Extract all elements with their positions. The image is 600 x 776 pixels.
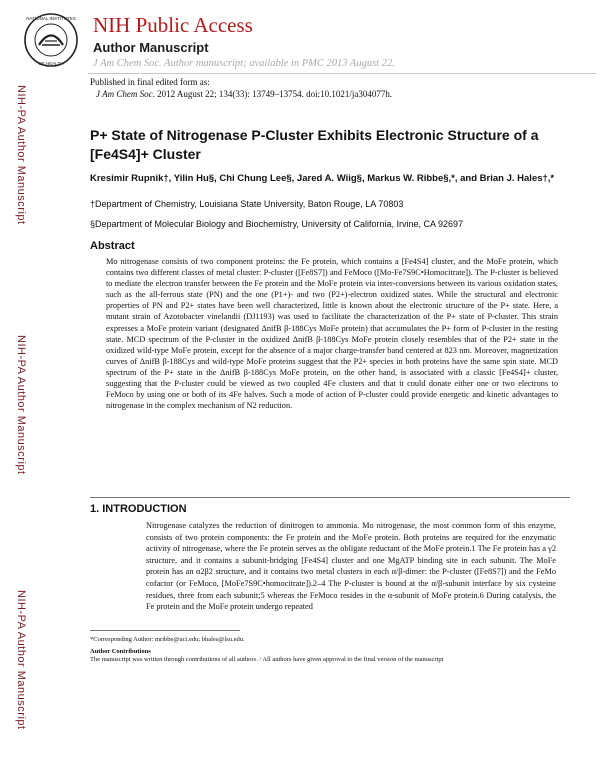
affiliation-uci: §Department of Molecular Biology and Biochemistry, University of California, Irvine, CA 92697 [90, 219, 464, 229]
svg-text:NATIONAL INSTITUTES: NATIONAL INSTITUTES [26, 16, 76, 21]
introduction-heading: 1. INTRODUCTION [90, 503, 187, 515]
publication-info [90, 76, 392, 100]
side-band-top [12, 80, 30, 230]
author-contributions-heading: Author Contributions [90, 648, 151, 655]
introduction-body: Nitrogenase catalyzes the reduction of dinitrogen to ammonia. Mo nitrogenase, the most common form of this enzyme, consists of two protein components: the Fe protein and the MoFe protein. Both proteins are required for the enzymatic activity of nitrogenase, where the Fe protein serves as the obligate reductant of the MoFe protein.1 The Fe protein has a γ2 structure, and it contains a subunit-bridging [Fe4S4] cluster and one MgATP binding site in each subunit. The MoFe protein has an α2β2 structure, and it contains two metal clusters in each α/β-dimer: the P-cluster ([Fe8S7]) and the FeMo cofactor (or FeMoco, [MoFe7S9C•homocitrate]).2–4 The P-cluster is bound at the α/β-subunit interface by six cysteine residues, three from each subunit;5 whereas the FeMoco resides in the α-subunit of MoFe protein.6 During catalysis, the Fe protein and the MoFe protein undergo repeated [146, 521, 556, 612]
citation-details: . 2012 August 22; 134(33): 13749–13754. doi:10.1021/ja304077h. [152, 89, 393, 99]
svg-text:OF HEALTH: OF HEALTH [38, 61, 64, 66]
footnote-divider [90, 630, 240, 631]
header-divider [88, 73, 596, 74]
corresponding-author-footnote: *Corresponding Author: mribbe@uci.edu; bhales@lsu.edu. [90, 636, 245, 643]
citation-line [90, 88, 392, 100]
published-line: Published in final edited form as: [90, 77, 210, 87]
availability-note: J Am Chem Soc. Author manuscript; available in PMC 2013 August 22. [93, 58, 395, 69]
author-manuscript-label: Author Manuscript [93, 40, 209, 55]
abstract-heading: Abstract [90, 240, 135, 252]
author-contributions-text: The manuscript was written through contributions of all authors. / All authors have given approval to the final version of the manuscript [90, 656, 444, 663]
affiliation-lsu: †Department of Chemistry, Louisiana State University, Baton Rouge, LA 70803 [90, 199, 404, 209]
side-band-label: NIH-PA Author Manuscript [15, 590, 27, 730]
side-band-label: NIH-PA Author Manuscript [15, 335, 27, 475]
side-band-middle [12, 330, 30, 480]
nih-seal-logo [23, 12, 79, 68]
side-band-bottom [12, 585, 30, 735]
author-list: Kresimir Rupnik†, Yilin Hu§, Chi Chung Lee§, Jared A. Wiig§, Markus W. Ribbe§,*, and Brian J. Hales†,* [90, 173, 555, 184]
side-band-label: NIH-PA Author Manuscript [15, 85, 27, 225]
page-header [0, 0, 600, 74]
section-divider [90, 497, 570, 498]
nih-public-access-title: NIH Public Access [93, 13, 253, 37]
article-title: P+ State of Nitrogenase P-Cluster Exhibits Electronic Structure of a [Fe4S4]+ Cluster [90, 127, 539, 162]
abstract-body: Mo nitrogenase consists of two component proteins: the Fe protein, which contains a [Fe4S4] cluster, and the MoFe protein, which contains two different classes of metal cluster: P-cluster ([Fe8S7]) and FeMoco ([Mo-Fe7S9C•Homocitrate]). The P-cluster is believed to mediate the electron transfer between the Fe protein and the MoFe protein via inter-conversions between its various oxidation states, such as the all-ferrous state (PN) and the one (P1+)- and two (P2+)-electron oxidized states. While the structural and electronic properties of PN and P2+ states have been well characterized, little is known about the electronic structure of the P+ state. Here, a mutant strain of Azotobacter vinelandii (DJ1193) was used to facilitate the characterization of the P+ state of P-cluster. This strain expresses a MoFe protein variant (designated ΔnifB β-188Cys MoFe protein) that accumulates the P+ form of P-cluster in the resting state. MCD spectrum of the P-cluster in the oxidized ΔnifB β-188Cys MoFe protein closely resembles that of the P2+ state in the oxidized wild-type MoFe protein, except for the absence of a major charge-transfer band centered at 823 nm. Moreover, magnetization curves of ΔnifB β-188Cys and wild-type MoFe proteins suggest that the P2+ species in both proteins have the same spin state. MCD spectrum of the P+ state in the ΔnifB β-188Cys MoFe protein, on the other hand, is associated with a classic [Fe4S4]+ cluster, suggesting that the P-cluster could be viewed as two coupled 4Fe clusters and that it could donate either one or two electrons to FeMoco by using one or both of its 4Fe halves. Such a mode of action of P-cluster could provide energetic and kinetic advantages to nitrogenase in the complex mechanism of N2 reduction. [106, 257, 558, 411]
journal-name: J Am Chem Soc [96, 89, 153, 99]
